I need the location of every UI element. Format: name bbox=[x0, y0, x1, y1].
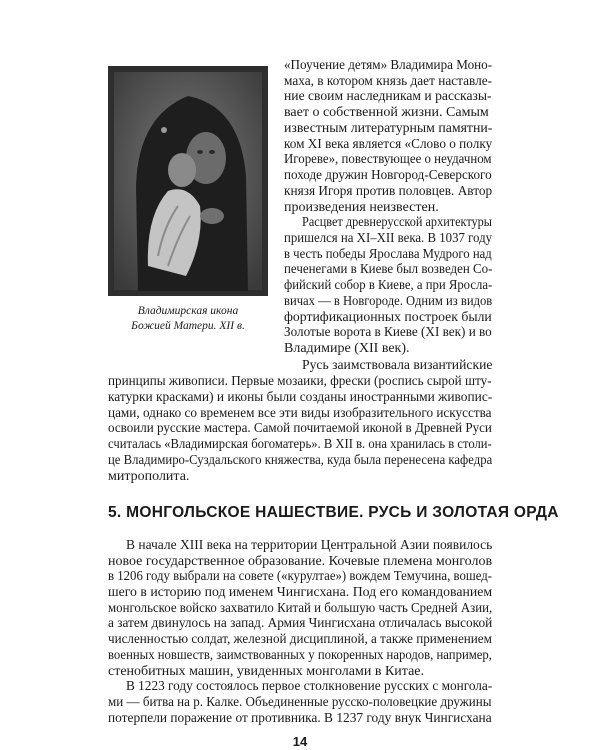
text-line: стенобитных машин, увиденных монголами в Китае. bbox=[108, 663, 425, 679]
caption-line: Божией Матери. XII в. bbox=[131, 320, 245, 332]
text-line: известным литературным памятни- bbox=[284, 120, 493, 136]
text-line: ние своим наследникам и рассказы- bbox=[284, 89, 492, 105]
text-line: вает о собственной жизни. Самым bbox=[284, 105, 489, 121]
text-line: произведения неизвестен. bbox=[284, 199, 439, 215]
text-line: В 1223 году состоялось первое столкновение русских с монгола- bbox=[126, 679, 493, 695]
icon-figure bbox=[108, 66, 268, 334]
text-line: Русь заимствовала византийские bbox=[302, 358, 493, 374]
vladimir-icon-image bbox=[108, 66, 268, 296]
text-line: шего в историю под именем Чингисхана. Под его командованием bbox=[108, 585, 493, 601]
text-line: митрополита. bbox=[108, 468, 190, 484]
text-line: Расцвет древнерусской архитектуры bbox=[302, 215, 493, 231]
text-line: потерпели поражение от противника. В 1237 году внук Чингисхана bbox=[108, 710, 492, 726]
text-line: «Поучение детям» Владимира Моно- bbox=[284, 58, 493, 74]
text-line: походе дружин Новгород-Северского bbox=[284, 168, 492, 184]
text-line: вичах — в Новгороде. Одним из видов bbox=[284, 293, 493, 309]
text-line: монгольское войско захватило Китай и большую часть Средней Азии, bbox=[108, 600, 493, 616]
text-line: цами, однако со временем все эти виды изобразительного искусства bbox=[108, 405, 492, 421]
text-line: князя Игоря против половцев. Автор bbox=[284, 183, 493, 199]
text-line: освоили русские мастера. Самой почитаемой иконой в Древней Руси bbox=[108, 421, 492, 437]
page-number: 14 bbox=[292, 734, 308, 750]
caption-line: Владимирская икона bbox=[137, 305, 239, 317]
text-line: маха, в котором князь дает наставле- bbox=[284, 73, 493, 89]
text-line: в честь победы Ярослава Мудрого над bbox=[284, 246, 492, 262]
text-line: фортификационных построек были bbox=[284, 309, 492, 325]
text-line: принципы живописи. Первые мозаики, фрески (роспись сырой шту- bbox=[108, 374, 492, 390]
text-line: а затем двинулось на запад. Армия Чингисхана отличалась высокой bbox=[108, 616, 493, 632]
text-line: печенегами в Киеве был возведен Со- bbox=[284, 262, 493, 278]
text-line: военных новшеств, заимствованных у покоренных народов, например, bbox=[108, 647, 492, 663]
text-line: фийский собор в Киеве, а при Яросла- bbox=[284, 278, 493, 294]
text-line: Золотые ворота в Киеве (XI век) и во bbox=[284, 325, 492, 341]
text-line: в 1206 году выбрали на совете («курултае») вождем Темучина, вошед- bbox=[108, 569, 492, 585]
text-line: ми — битва на р. Калке. Объединенные русско-половецкие дружины bbox=[108, 695, 492, 711]
text-line: ком XI века является «Слово о полку bbox=[284, 136, 493, 152]
text-line: новое государственное образование. Кочевые племена монголов bbox=[108, 553, 493, 569]
text-line: численностью солдат, железной дисциплиной, а также применением bbox=[108, 632, 492, 648]
text-line: це Владимиро-Суздальского княжества, куда была перенесена кафедра bbox=[108, 452, 493, 468]
figure-caption bbox=[108, 304, 268, 334]
section-heading: 5. МОНГОЛЬСКОЕ НАШЕСТВИЕ. РУСЬ И ЗОЛОТАЯ ОРДА bbox=[108, 504, 559, 522]
text-line: Игореве», повествующее о неудачном bbox=[284, 152, 492, 168]
text-line: считалась «Владимирская богоматерь». В XII в. она хранилась в столи- bbox=[108, 437, 492, 453]
text-line: Владимире (XII век). bbox=[284, 341, 410, 357]
text-line: катурки красками) и иконы были созданы иностранными живопис- bbox=[108, 389, 493, 405]
text-line: пришелся на XI–XII века. В 1037 году bbox=[284, 230, 493, 246]
text-line: В начале XIII века на территории Центральной Азии появилось bbox=[126, 537, 493, 553]
